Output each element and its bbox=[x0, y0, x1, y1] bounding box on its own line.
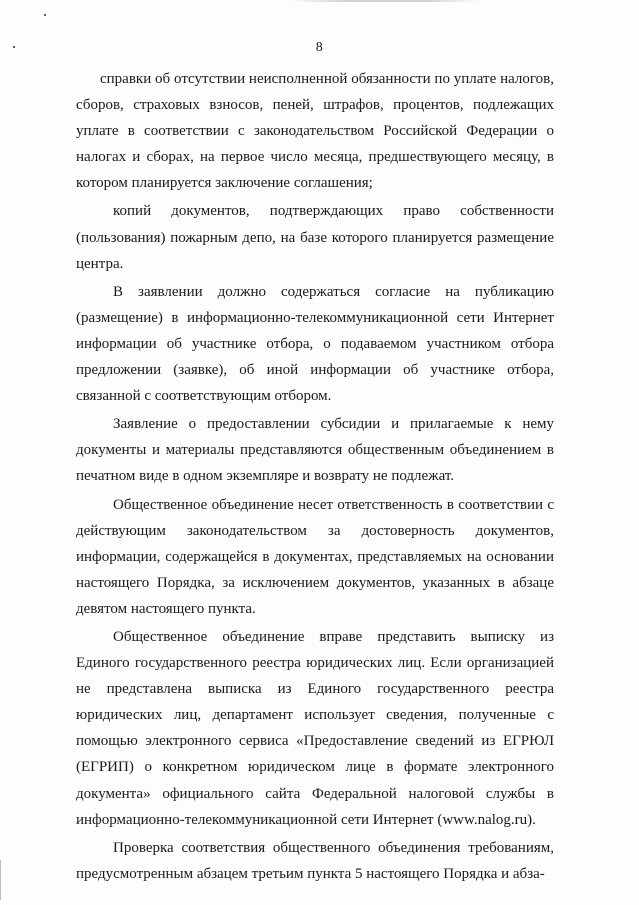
paragraph-compliance-check: Проверка соответствия общественного объединения требованиям, предусмотренным абзацем третьим пункта 5 настоящего Порядка и абза- bbox=[76, 839, 554, 882]
scan-left-edge bbox=[0, 860, 1, 900]
scan-top-strip bbox=[290, 0, 480, 2]
scan-speck bbox=[44, 14, 46, 16]
paragraph-property-documents: копий документов, подтверждающих право собственности (пользования) пожарным депо, на базе которого планируется размещение центра. bbox=[76, 203, 554, 272]
paragraph-publication-consent: В заявлении должно содержаться согласие на публикацию (размещение) в информационно-телекоммуникационной сети Интернет информации об участнике отбора, о подаваемом участником отбора предложении (заявке), об иной информации об участнике отбора, связанной с соответствующим отбором. bbox=[76, 283, 554, 405]
paragraph-application-submission: Заявление о предоставлении субсидии и прилагаемые к нему документы и материалы представляются общественным объединением в печатном виде в одном экземпляре и возврату не подлежат. bbox=[76, 416, 554, 485]
paragraph-egrul-extract: Общественное объединение вправе представить выписку из Единого государственного реестра юридических лиц. Если организацией не представлена выписка из Единого государственного реестра юридических лиц, департамент использует сведения, полученные с помощью электронного сервиса «Предоставление сведений из ЕГРЮЛ (ЕГРИП) о конкретном юридическом лице в формате электронного документа» официального сайта Федеральной налоговой службы в информационно-телекоммуникационной сети Интернет (www.nalog.ru). bbox=[76, 628, 554, 828]
paragraph-responsibility: Общественное объединение несет ответственность в соответствии с действующим законодательством за достоверность документов, информации, содержащейся в документах, представляемых на основании настоящего Порядка, за исключением документов, указанных в абзаце девятом настоящего пункта. bbox=[76, 496, 554, 617]
page-number: 8 bbox=[315, 40, 324, 55]
document-body bbox=[76, 66, 554, 887]
paragraph-certificate-taxes: справки об отсутствии неисполненной обязанности по уплате налогов, сборов, страховых взносов, пеней, штрафов, процентов, подлежащих уплате в соответствии с законодательством Российской Федерации о налогах и сборах, на первое число месяца, предшествующего месяцу, в котором планируется заключение соглашения; bbox=[76, 71, 554, 192]
